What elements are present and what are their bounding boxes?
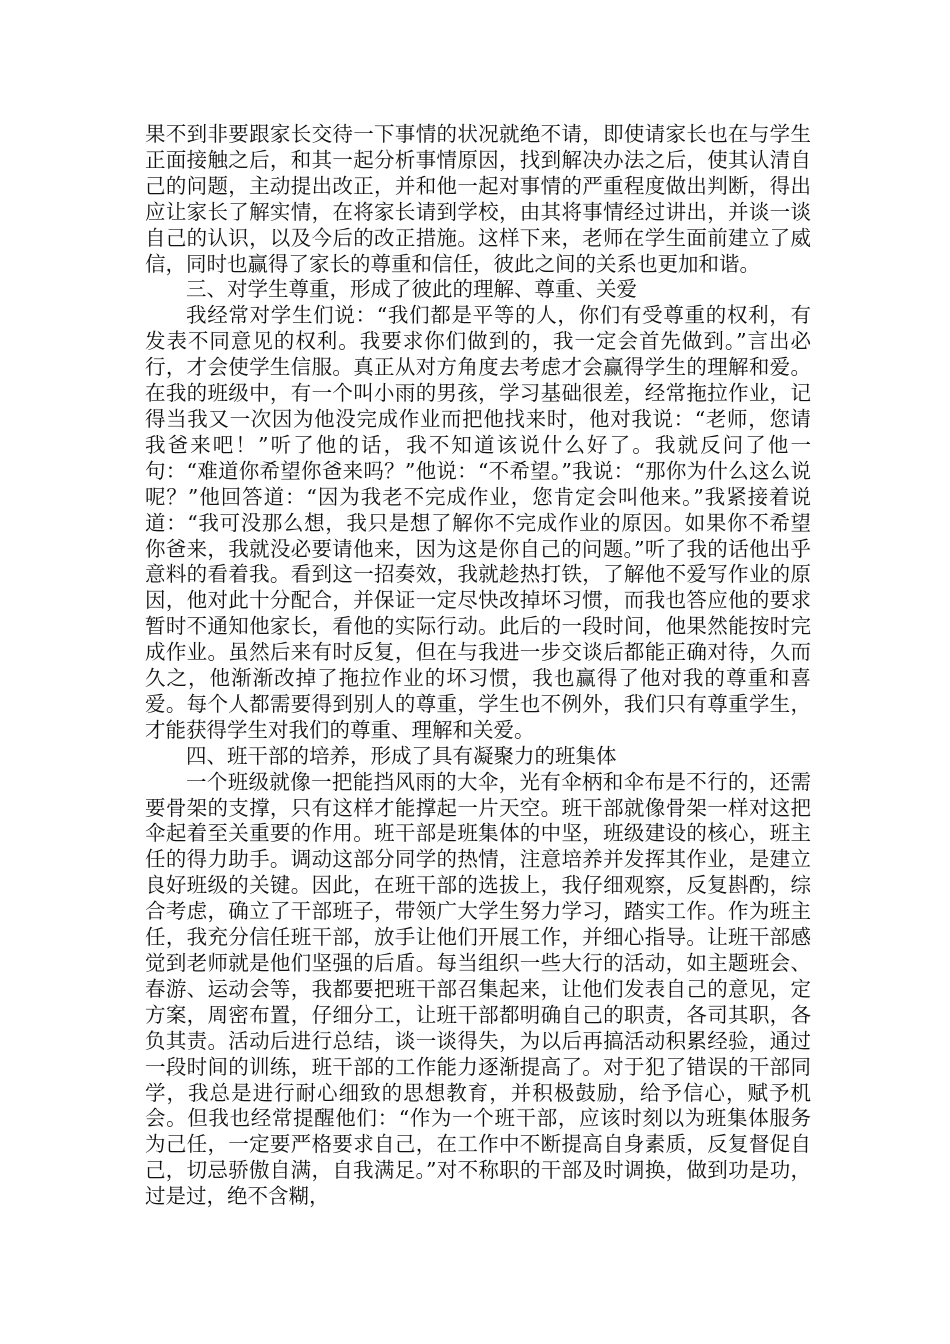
section-heading-3: 三、对学生尊重，形成了彼此的理解、尊重、关爱 (186, 277, 637, 302)
document-page (145, 122, 811, 1210)
paragraph-respect: 我经常对学生们说：“我们都是平等的人，你们有受尊重的权利，有发表不同意见的权利。我要求你们做到的，我一定会首先做到。”言出必行，才会使学生信服。真正从对方角度去考虑才会赢得学生的理解和爱。在我的班级中，有一个叫小雨的男孩，学习基础很差，经常拖拉作业，记得当我又一次因为他没完成作业而把他找来时，他对我说：“老师，您请我爸来吧！”听了他的话，我不知道该说什么好了。我就反问了他一句：“难道你希望你爸来吗？”他说：“不希望。”我说：“那你为什么这么说呢？”他回答道：“因为我老不完成作业，您肯定会叫他来。”我紧接着说道：“我可没那么想，我只是想了解你不完成作业的原因。如果你不希望你爸来，我就没必要请他来，因为这是你自己的问题。”听了我的话他出乎意料的看着我。看到这一招奏效，我就趁热打铁，了解他不爱写作业的原因，他对此十分配合，并保证一定尽快改掉坏习惯，而我也答应他的要求暂时不通知他家长，看他的实际行动。此后的一段时间，他果然能按时完成作业。虽然后来有时反复，但在与我进一步交谈后都能正确对待，久而久之，他渐渐改掉了拖拉作业的坏习惯，我也赢得了他对我的尊重和喜爱。每个人都需要得到别人的尊重，学生也不例外，我们只有尊重学生，才能获得学生对我们的尊重、理解和关爱。 (145, 303, 811, 742)
paragraph-class-cadres: 一个班级就像一把能挡风雨的大伞，光有伞柄和伞布是不行的，还需要骨架的支撑，只有这样才能撑起一片天空。班干部就像骨架一样对这把伞起着至关重要的作用。班干部是班集体的中坚，班级建设的核心，班主任的得力助手。调动这部分同学的热情，注意培养并发挥其作业，是建立良好班级的关键。因此，在班干部的选拔上，我仔细观察，反复斟酌，综合考虑，确立了干部班子，带领广大学生努力学习，踏实工作。作为班主任，我充分信任班干部，放手让他们开展工作，并细心指导。让班干部感觉到老师就是他们坚强的后盾。每当组织一些大行的活动，如主题班会、春游、运动会等，我都要把班干部召集起来，让他们发表自己的意见，定方案，周密布置，仔细分工，让班干部都明确自己的职责，各司其职，各负其责。活动后进行总结，谈一谈得失，为以后再搞活动积累经验，通过一段时间的训练，班干部的工作能力逐渐提高了。对于犯了错误的干部同学，我总是进行耐心细致的思想教育，并积极鼓励，给予信心，赋予机会。但我也经常提醒他们：“作为一个班干部，应该时刻以为班集体服务为己任，一定要严格要求自己，在工作中不断提高自身素质，反复督促自己，切忌骄傲自满，自我满足。”对不称职的干部及时调换，做到功是功，过是过，绝不含糊， (145, 769, 811, 1209)
paragraph-continuation: 果不到非要跟家长交待一下事情的状况就绝不请，即使请家长也在与学生正面接触之后，和其一起分析事情原因，找到解决办法之后，使其认清自己的问题，主动提出改正，并和他一起对事情的严重程度做出判断，得出应让家长了解实情，在将家长请到学校，由其将事情经过讲出，并谈一谈自己的认识，以及今后的改正措施。这样下来，老师在学生面前建立了威信，同时也赢得了家长的尊重和信任，彼此之间的关系也更加和谐。 (145, 122, 811, 276)
section-heading-4: 四、班干部的培养，形成了具有凝聚力的班集体 (186, 743, 617, 768)
